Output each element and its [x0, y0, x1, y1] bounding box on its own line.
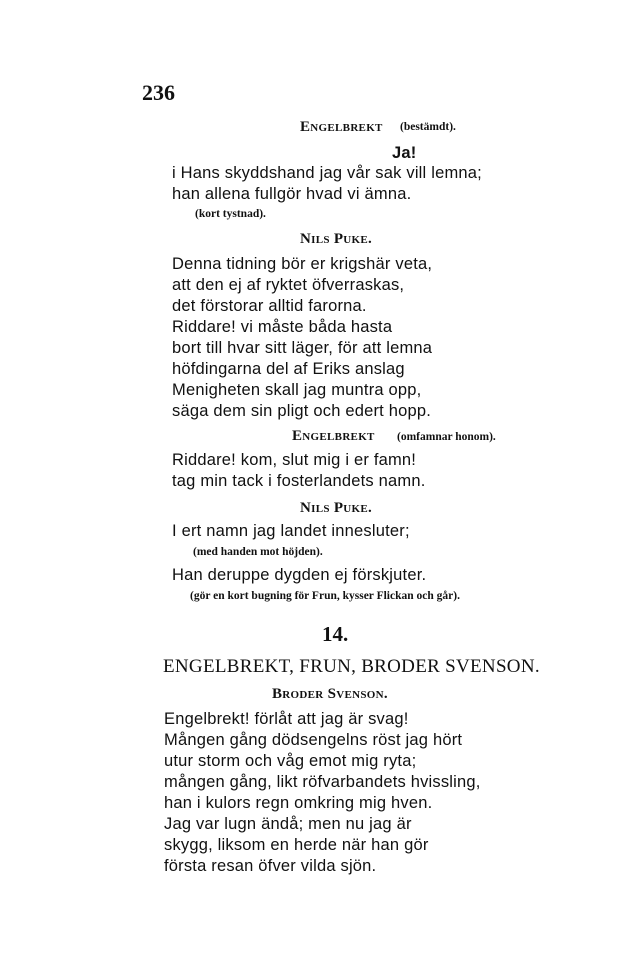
verse-line: Denna tidning bör er krigshär veta,: [172, 255, 433, 273]
verse-line: det förstorar alltid farorna.: [172, 297, 367, 315]
verse-line: han i kulors regn omkring mig hven.: [164, 794, 433, 812]
verse-line: Riddare! kom, slut mig i er famn!: [172, 451, 417, 469]
verse-line: Mången gång dödsengelns röst jag hört: [164, 731, 463, 749]
speaker-broder-svenson: Broder Svenson.: [272, 686, 388, 702]
verse-line: tag min tack i fosterlandets namn.: [172, 472, 426, 490]
verse-line: utur storm och våg emot mig ryta;: [164, 752, 417, 770]
verse-line: första resan öfver vilda sjön.: [164, 857, 377, 875]
stage-direction: (med handen mot höjden).: [193, 546, 323, 558]
speaker-engelbrekt: Engelbrekt: [300, 119, 383, 135]
verse-line: att den ej af ryktet öfverraskas,: [172, 276, 405, 294]
speaker-engelbrekt: Engelbrekt: [292, 428, 375, 444]
scene-title: ENGELBREKT, FRUN, BRODER SVENSON.: [163, 656, 540, 677]
speaker-nils-puke: Nils Puke.: [300, 500, 373, 516]
verse-line: Jag var lugn ändå; men nu jag är: [164, 815, 412, 833]
verse-line: skygg, liksom en herde när han gör: [164, 836, 429, 854]
speaker-nils-puke: Nils Puke.: [300, 231, 373, 247]
scene-number: 14.: [322, 622, 349, 646]
verse-line: I ert namn jag landet innesluter;: [172, 522, 410, 540]
verse-line: Riddare! vi måste båda hasta: [172, 318, 393, 336]
verse-line: mången gång, likt röfvarbandets hvissling,: [164, 773, 481, 791]
stage-direction: (omfamnar honom).: [397, 431, 496, 443]
stage-direction: (kort tystnad).: [195, 208, 266, 220]
stage-direction: (gör en kort bugning för Frun, kysser Flickan och går).: [190, 590, 460, 602]
verse-line: bort till hvar sitt läger, för att lemna: [172, 339, 433, 357]
verse-line: Ja!: [392, 144, 417, 162]
verse-line: Menigheten skall jag muntra opp,: [172, 381, 422, 399]
stage-direction: (bestämdt).: [400, 121, 456, 133]
verse-line: säga dem sin pligt och edert hopp.: [172, 402, 432, 420]
verse-line: han allena fullgör hvad vi ämna.: [172, 185, 412, 203]
verse-line: Han deruppe dygden ej förskjuter.: [172, 566, 427, 584]
verse-line: Engelbrekt! förlåt att jag är svag!: [164, 710, 409, 728]
page-number: 236: [142, 80, 175, 105]
verse-line: höfdingarna del af Eriks anslag: [172, 360, 405, 378]
verse-line: i Hans skyddshand jag vår sak vill lemna;: [172, 164, 482, 182]
